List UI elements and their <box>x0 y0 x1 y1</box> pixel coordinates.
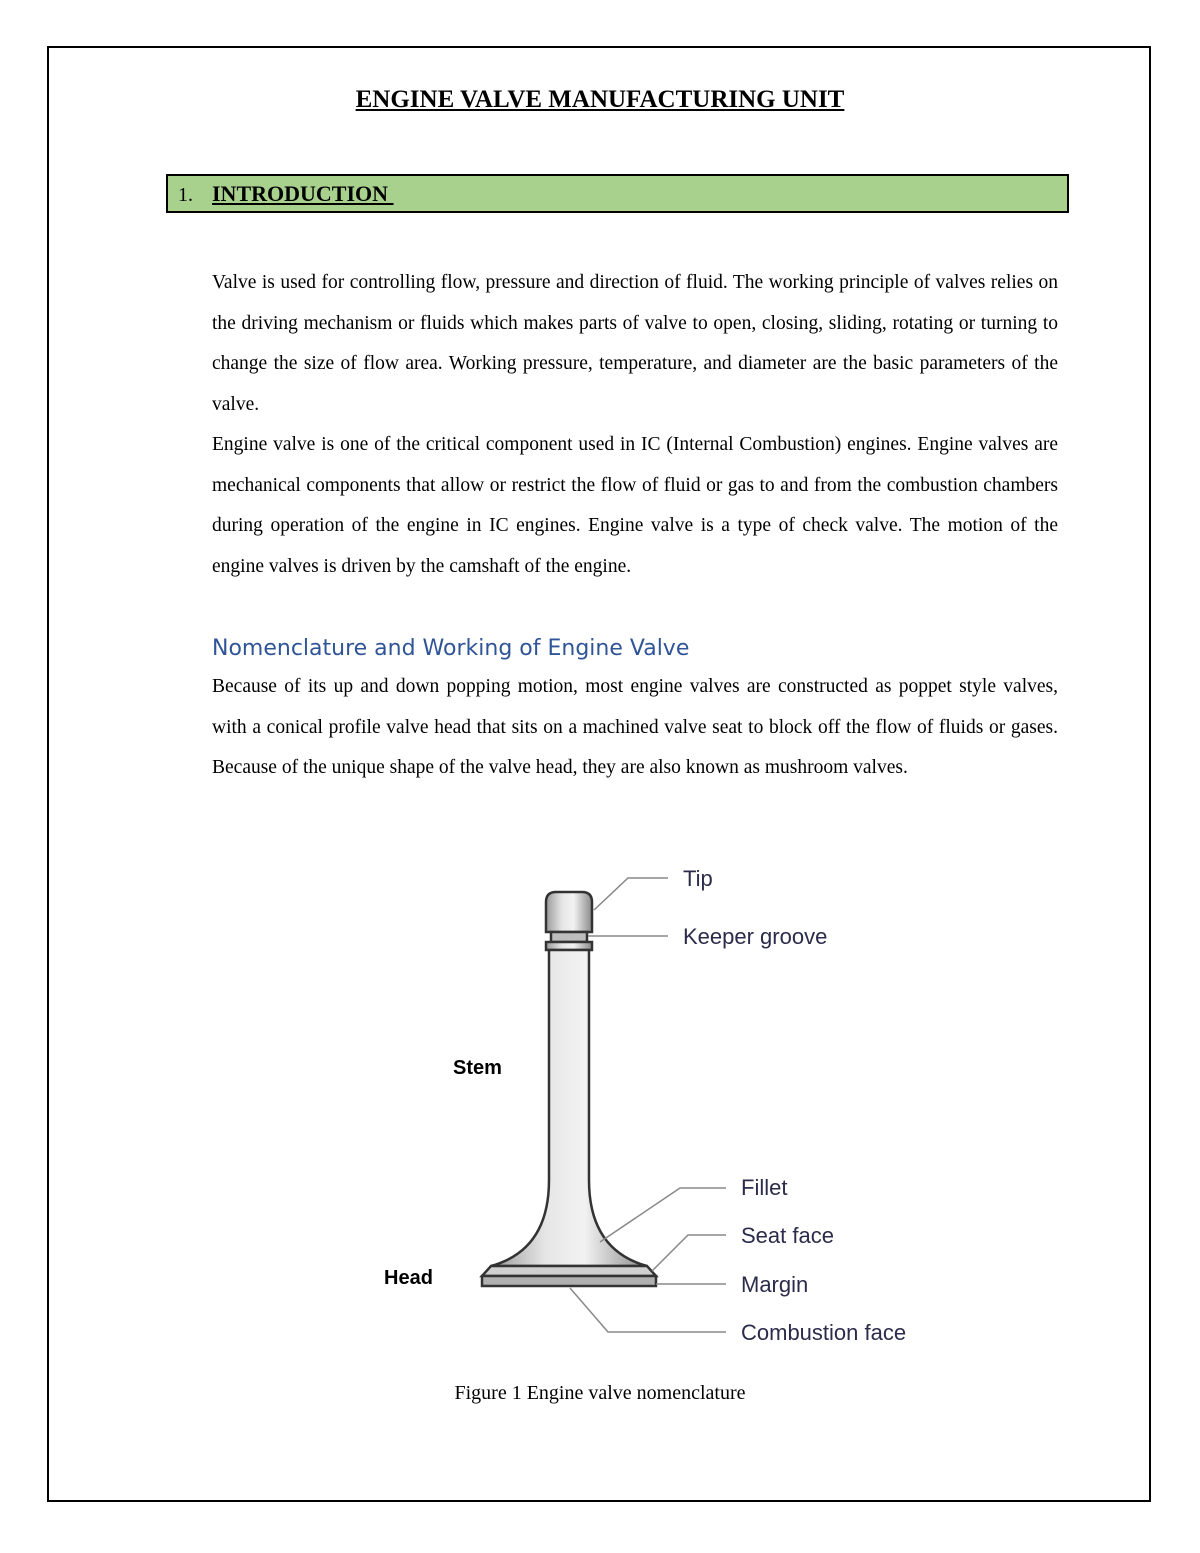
label-tip: Tip <box>683 866 713 891</box>
leader-combustion-face <box>570 1288 726 1332</box>
figure-caption: Figure 1 Engine valve nomenclature <box>454 1382 746 1404</box>
paragraph-engine-valve: Engine valve is one of the critical component used in IC (Internal Combustion) engines. Engine valves are mechanical components that allow or restrict the flow of fluid or gas to and from the combustion chambers during operation of the engine in IC engines. Engine valve is a type of check valve. The motion of the engine valves is driven by the camshaft of the engine. <box>212 434 1058 577</box>
valve-keeper-groove-shape <box>551 932 587 942</box>
label-head: Head <box>384 1267 433 1289</box>
subheading-nomenclature: Nomenclature and Working of Engine Valve <box>212 636 690 661</box>
leader-seat-face <box>652 1235 726 1271</box>
valve-margin-shape <box>482 1276 656 1286</box>
label-combustion-face: Combustion face <box>741 1320 907 1345</box>
label-seat-face: Seat face <box>741 1223 834 1248</box>
section-heading-introduction <box>166 174 1069 213</box>
leader-tip <box>594 878 668 910</box>
leader-fillet <box>600 1188 726 1242</box>
valve-tip-shape <box>546 892 592 932</box>
label-margin: Margin <box>741 1272 809 1297</box>
label-fillet: Fillet <box>741 1175 788 1200</box>
label-stem: Stem <box>453 1057 502 1079</box>
paragraph-valve-definition: Valve is used for controlling flow, pressure and direction of fluid. The working principle of valves relies on the driving mechanism or fluids which makes parts of valve to open, closing, sliding, rotating or turning to change the size of flow area. Working pressure, temperature, and diameter are the basic parameters of the valve. <box>212 272 1058 415</box>
valve-seat-face-shape <box>482 1266 656 1276</box>
engine-valve-diagram <box>360 858 960 1358</box>
label-keeper-groove: Keeper groove <box>683 924 828 949</box>
valve-stem-shape <box>491 950 647 1266</box>
paragraph-poppet-valves: Because of its up and down popping motion, most engine valves are constructed as poppet style valves, with a conical profile valve head that sits on a machined valve seat to block off the flow of fluids or gases. Because of the unique shape of the valve head, they are also known as mushroom valves. <box>212 676 1058 778</box>
document-title: ENGINE VALVE MANUFACTURING UNIT <box>355 86 845 113</box>
section-label: INTRODUCTION <box>212 181 394 206</box>
section-number: 1. <box>178 184 193 206</box>
